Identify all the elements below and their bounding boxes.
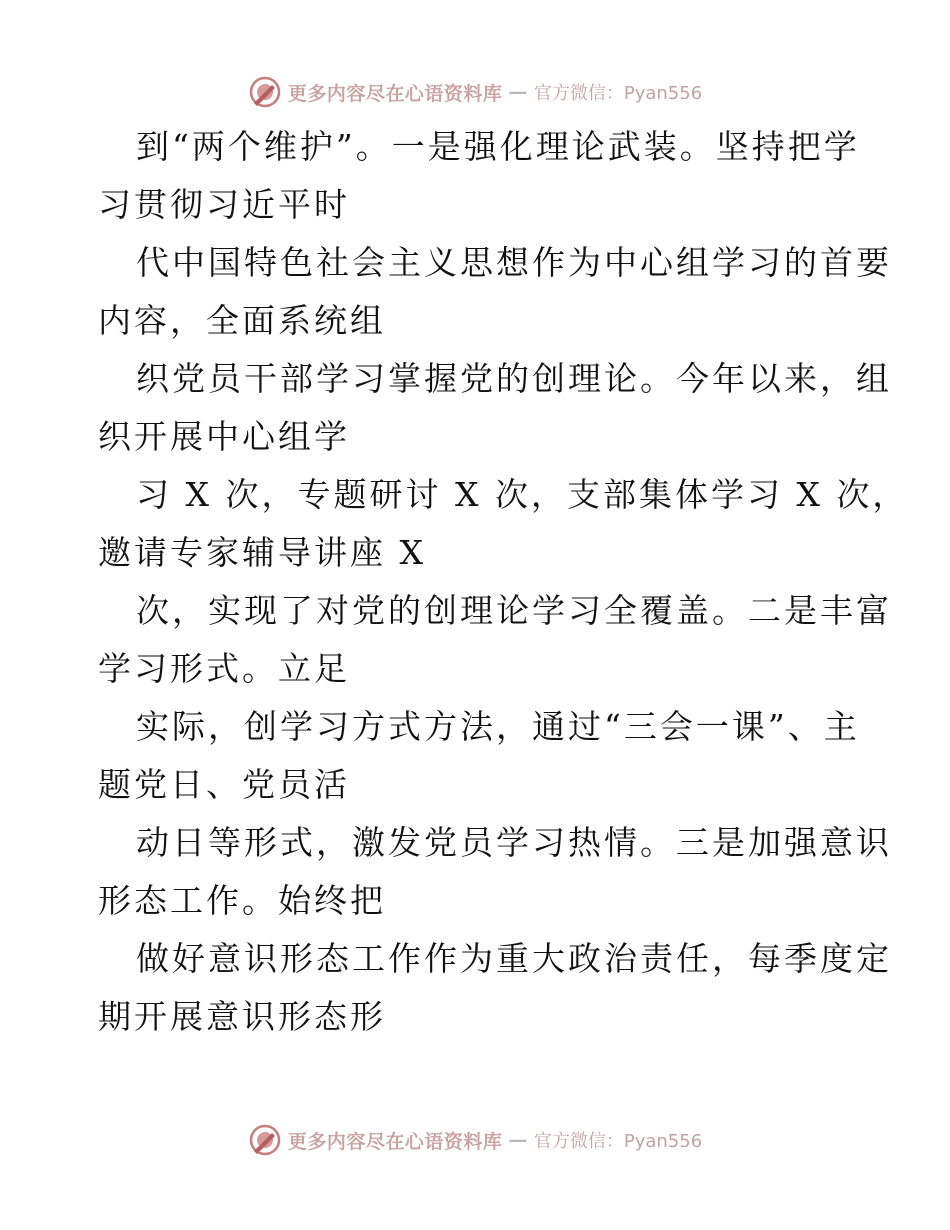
document-body bbox=[98, 118, 909, 1046]
watermark-dash: — bbox=[508, 81, 528, 103]
body-line: 形态工作。始终把 bbox=[98, 881, 386, 920]
body-line: 学习形式。立足 bbox=[98, 649, 350, 688]
watermark-wechat: 官方微信：Pyan556 bbox=[533, 1131, 703, 1152]
header-watermark bbox=[0, 72, 950, 112]
body-line: 做好意识形态工作作为重大政治责任，每季度定 bbox=[136, 939, 892, 978]
body-line: 内容，全面系统组 bbox=[98, 301, 386, 340]
body-line: 题党日、党员活 bbox=[98, 765, 350, 804]
body-line: 习 X 次，专题研讨 X 次，支部集体学习 X 次， bbox=[136, 475, 909, 514]
watermark-brand: 更多内容尽在心语资料库 bbox=[287, 82, 503, 105]
body-line: 实际，创学习方式方法，通过“三会一课”、主 bbox=[136, 707, 860, 746]
body-line: 代中国特色社会主义思想作为中心组学习的首要 bbox=[136, 243, 892, 282]
watermark-brand: 更多内容尽在心语资料库 bbox=[287, 1130, 503, 1153]
body-line: 织开展中心组学 bbox=[98, 417, 350, 456]
body-line: 期开展意识形态形 bbox=[98, 997, 386, 1036]
body-line: 次，实现了对党的创理论学习全覆盖。二是丰富 bbox=[136, 591, 892, 630]
pen-seal-logo-icon bbox=[248, 1123, 282, 1157]
body-line: 动日等形式，激发党员学习热情。三是加强意识 bbox=[136, 823, 892, 862]
body-line: 习贯彻习近平时 bbox=[98, 185, 350, 224]
body-line: 邀请专家辅导讲座 X bbox=[98, 533, 426, 572]
footer-watermark bbox=[0, 1120, 950, 1160]
body-line: 到“两个维护”。一是强化理论武装。坚持把学 bbox=[136, 127, 860, 166]
watermark-dash: — bbox=[508, 1129, 528, 1151]
pen-seal-logo-icon bbox=[248, 75, 282, 109]
body-line: 织党员干部学习掌握党的创理论。今年以来，组 bbox=[136, 359, 892, 398]
watermark-wechat: 官方微信：Pyan556 bbox=[533, 83, 703, 104]
